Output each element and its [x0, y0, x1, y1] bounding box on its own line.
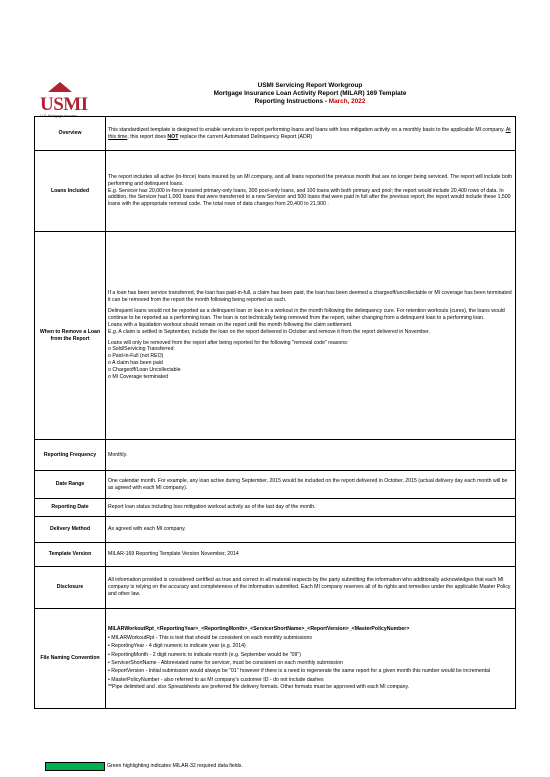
instructions-table	[34, 116, 516, 709]
reporting-frequency-label: Reporting Frequency	[35, 440, 106, 471]
legend	[34, 762, 516, 771]
row-disclosure	[35, 567, 516, 609]
removal-reason: o Paid-in-Full (not REO)	[108, 353, 164, 360]
logo-roof-icon	[48, 82, 72, 92]
header-workgroup: USMI Servicing Report Workgroup	[257, 82, 363, 89]
file-naming-pattern: MILARWorkoutRpt_<ReportingYear>_<ReportingMonth>_<ServicerShortName>_<ReportVersion>_<MasterPolicyNumber>	[108, 626, 410, 633]
removal-reason: o Chargeoff/Loan Uncollectable	[108, 367, 181, 374]
row-delivery-method	[35, 517, 516, 543]
overview-label: Overview	[35, 117, 106, 151]
green-highlight-swatch	[45, 762, 105, 771]
row-template-version	[35, 543, 516, 567]
overview-text-underlined: At this time	[108, 126, 511, 140]
delivery-method-label: Delivery Method	[35, 517, 106, 543]
when-to-remove-text	[106, 232, 516, 440]
row-when-to-remove	[35, 232, 516, 440]
file-naming-bullet: • MILARWorkoutRpt - This is text that should be consistent on each monthly submissions	[108, 634, 312, 641]
usmi-logo: USMI	[40, 94, 88, 115]
legend-text: Green highlighting indicates MILAR-32 required data fields.	[107, 763, 243, 769]
row-reporting-date	[35, 499, 516, 517]
row-file-naming	[35, 609, 516, 709]
file-naming-bullet: • MasterPolicyNumber - also referred to as MI company's customer ID - do not include dashes	[108, 676, 324, 683]
reporting-frequency-text: Monthly.	[106, 440, 516, 471]
file-naming-bullet: • ServicerShortName - Abbreviated name for servicer, must be consistent on each monthly submission	[108, 660, 343, 666]
overview-text-b: , this report does	[127, 133, 168, 140]
disclosure-label: Disclosure	[35, 567, 106, 609]
header-report-title: Mortgage Insurance Loan Activity Report (MILAR) 169 Template	[213, 90, 407, 97]
removal-reason: o Sold/Servicing Transferred	[108, 346, 174, 353]
loans-included-p1: The report includes all active (in-force) loans insured by an MI company, and all loans reported the previous month that are no longer being serviced. The report will include both performing and delinquent loans.	[108, 173, 513, 187]
file-naming-footer: **Pipe delimited and .xlsx Spreadsheets are preferred file delivery formats. Other formats must be approved with each MI company.	[108, 683, 410, 690]
row-overview	[35, 117, 516, 151]
file-naming-bullet: • ReportVersion - Initial submission would always be "01" however if there is a need to regenerate the same report for a given month this number would be incremental	[108, 668, 491, 675]
usmi-logo-subtitle: U.S. Mortgage Insurers	[40, 114, 78, 118]
row-loans-included	[35, 151, 516, 232]
when-to-remove-p4: E.g. A claim is settled in September, include the loan on the report delivered in October and remove it from the report delivered in November.	[108, 328, 430, 335]
overview-text-not: NOT	[167, 133, 179, 140]
removal-reason: o MI Coverage terminated	[108, 374, 168, 381]
overview-text	[106, 117, 516, 151]
when-to-remove-p5: Loans will only be removed from the report after being reported for the following "removal code" reasons:	[108, 339, 349, 346]
date-range-label: Date Range	[35, 471, 106, 499]
loans-included-p2: E.g. Servicer has 20,000 in-force insured primary-only loans, 300 pool-only loans, and 100 loans with both primary and pool; the report would include 20,400 rows of data. In addition, the Servicer had 1,000 loans that were transferred to a new Servicer and 500 loans that were paid in full after the previous report; the report would include these 1,500 loans with the appropriate removal code. The total rows of data changes from 20,400 to 21,900 .	[108, 187, 511, 208]
loans-included-text	[106, 151, 516, 232]
header-instructions-prefix: Reporting Instructions -	[254, 98, 329, 105]
when-to-remove-p3: Loans with a liquidation workout should remain on the report until the month following the claim settlement.	[108, 321, 353, 328]
row-reporting-frequency	[35, 440, 516, 471]
file-naming-text	[106, 609, 516, 709]
reporting-date-text: Report loan status including loss mitigation workout activity as of the last day of the month.	[106, 499, 516, 517]
when-to-remove-p1: If a loan has been service transferred, the loan has paid-in-full, a claim has been paid, the loan has been deemed a chargeoff/uncollectable or MI coverage has been terminated it can be removed from the report the month following being reported as such.	[108, 290, 512, 303]
removal-reason: o A claim has been paid	[108, 360, 163, 367]
file-naming-bullet: • ReportingYear - 4 digit numeric to indicate year (e.g. 2014)	[108, 643, 246, 650]
when-to-remove-label: When to Remove a Loan from the Report	[35, 232, 106, 440]
template-version-label: Template Version	[35, 543, 106, 567]
overview-text-c: replace the current Automated Delinquency Report (ADR)	[178, 133, 313, 140]
when-to-remove-p2: Delinquent loans would not be reported as a delinquent loan or loan in a workout in the month following the delinquency cure. For retention workouts (cures), the loans would continue to be reported as a performing loan. The loan is not technically being removed from the report, rather changing from a delinquent loan to a performing loan.	[108, 307, 505, 321]
header-instructions	[120, 98, 500, 106]
disclosure-text: All information provided is considered certified as true and correct in all material respects by the party submitting the information who additionally acknowledges that each MI company is relying on the accuracy and completeness of the information submitted. Each MI company reserves all of its rights and remedies under the applicable Master Policy and other law.	[106, 567, 516, 609]
overview-text-a: This standardized template is designed to enable servicers to report performing loans and loans with loss mitigation activity on a monthly basis to the applicable MI company.	[108, 126, 506, 133]
delivery-method-text: As agreed with each MI company.	[106, 517, 516, 543]
template-version-text: MILAR-169 Reporting Template Version November, 2014	[106, 543, 516, 567]
row-date-range	[35, 471, 516, 499]
reporting-date-label: Reporting Date	[35, 499, 106, 517]
loans-included-label: Loans Included	[35, 151, 106, 232]
file-naming-label: File Naming Convention	[35, 609, 106, 709]
date-range-text: One calendar month. For example, any loan active during September, 2015 would be included on the report delivered in October, 2015 (actual delivery day each month will be as agreed with each MI company).	[106, 471, 516, 499]
file-naming-bullet: • ReportingMonth - 2 digit numeric to indicate month (e.g. September would be "09")	[108, 651, 301, 658]
header-date: March, 2022	[328, 98, 366, 105]
